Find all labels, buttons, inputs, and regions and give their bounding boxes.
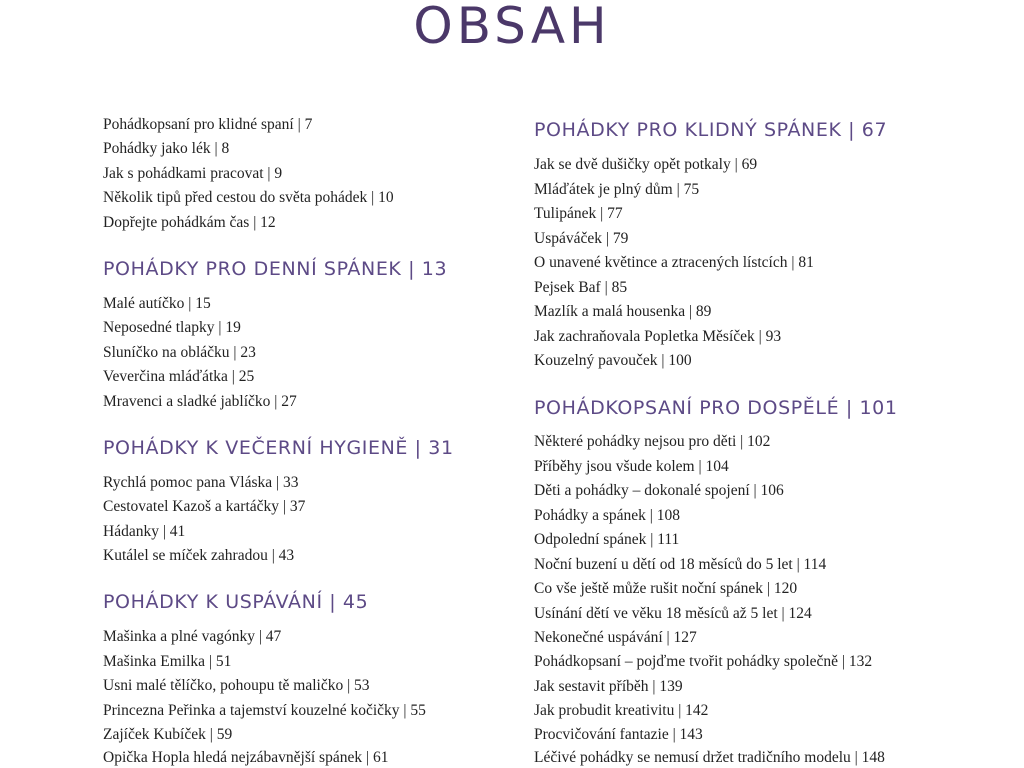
toc-entry[interactable]: Sluníčko na obláčku | 23 <box>103 344 256 361</box>
toc-entry[interactable]: Opička Hopla hledá nejzábavnější spánek | 61 <box>103 749 389 766</box>
toc-entry[interactable]: Nekonečné uspávání | 127 <box>534 629 697 646</box>
page-title: OBSAH <box>413 0 611 55</box>
toc-entry[interactable]: Pohádky a spánek | 108 <box>534 507 681 524</box>
toc-entry[interactable]: Dopřejte pohádkám čas | 12 <box>103 214 276 231</box>
toc-entry[interactable]: Mravenci a sladké jablíčko | 27 <box>103 393 297 410</box>
toc-entry[interactable]: Usínání dětí ve věku 18 měsíců až 5 let | 124 <box>534 605 812 622</box>
toc-entry[interactable]: Kouzelný pavouček | 100 <box>534 352 692 369</box>
toc-entry[interactable]: Tulipánek | 77 <box>534 205 623 222</box>
toc-entry[interactable]: Pohádkopsaní pro klidné spaní | 7 <box>103 116 313 133</box>
toc-entry[interactable]: Mašinka a plné vagónky | 47 <box>103 628 282 645</box>
toc-entry[interactable]: Veverčina mláďátka | 25 <box>103 368 255 385</box>
toc-entry[interactable]: Některé pohádky nejsou pro děti | 102 <box>534 433 771 450</box>
toc-entry[interactable]: Mláďátek je plný dům | 75 <box>534 181 700 198</box>
toc-entry[interactable]: Jak sestavit příběh | 139 <box>534 678 683 695</box>
toc-entry[interactable]: Odpolední spánek | 111 <box>534 531 680 548</box>
toc-entry[interactable]: Příběhy jsou všude kolem | 104 <box>534 458 729 475</box>
toc-entry[interactable]: Pohádky jako lék | 8 <box>103 140 230 157</box>
section-heading-denni-spanek[interactable]: POHÁDKY PRO DENNÍ SPÁNEK | 13 <box>103 258 448 280</box>
toc-entry[interactable]: Malé autíčko | 15 <box>103 295 211 312</box>
toc-entry[interactable]: Usni malé tělíčko, pohoupu tě maličko | 53 <box>103 677 370 694</box>
toc-entry[interactable]: Kutálel se míček zahradou | 43 <box>103 547 295 564</box>
section-heading-vecerni-hygiena[interactable]: POHÁDKY K VEČERNÍ HYGIENĚ | 31 <box>103 437 454 459</box>
section-heading-uspavani[interactable]: POHÁDKY K USPÁVÁNÍ | 45 <box>103 591 369 613</box>
toc-entry[interactable]: Jak se dvě dušičky opět potkaly | 69 <box>534 156 758 173</box>
toc-entry[interactable]: Zajíček Kubíček | 59 <box>103 726 233 743</box>
toc-entry[interactable]: Léčivé pohádky se nemusí držet tradičního modelu | 148 <box>534 749 885 766</box>
toc-entry[interactable]: Pejsek Baf | 85 <box>534 279 628 296</box>
toc-entry[interactable]: Princezna Peřinka a tajemství kouzelné kočičky | 55 <box>103 702 426 719</box>
section-heading-klidny-spanek[interactable]: POHÁDKY PRO KLIDNÝ SPÁNEK | 67 <box>534 119 888 141</box>
toc-entry[interactable]: O unavené květince a ztracených lístcích | 81 <box>534 254 814 271</box>
toc-entry[interactable]: Cestovatel Kazoš a kartáčky | 37 <box>103 498 306 515</box>
toc-entry[interactable]: Procvičování fantazie | 143 <box>534 726 703 743</box>
toc-entry[interactable]: Neposedné tlapky | 19 <box>103 319 241 336</box>
toc-entry[interactable]: Jak s pohádkami pracovat | 9 <box>103 165 283 182</box>
toc-entry[interactable]: Děti a pohádky – dokonalé spojení | 106 <box>534 482 784 499</box>
toc-entry[interactable]: Jak zachraňovala Popletka Měsíček | 93 <box>534 328 782 345</box>
toc-entry[interactable]: Několik tipů před cestou do světa pohádek | 10 <box>103 189 394 206</box>
toc-entry[interactable]: Rychlá pomoc pana Vláska | 33 <box>103 474 299 491</box>
toc-entry[interactable]: Uspáváček | 79 <box>534 230 629 247</box>
toc-entry[interactable]: Pohádkopsaní – pojďme tvořit pohádky společně | 132 <box>534 653 873 670</box>
toc-entry[interactable]: Jak probudit kreativitu | 142 <box>534 702 709 719</box>
section-heading-pro-dospele[interactable]: POHÁDKOPSANÍ PRO DOSPĚLÉ | 101 <box>534 397 898 419</box>
toc-entry[interactable]: Mazlík a malá housenka | 89 <box>534 303 712 320</box>
toc-entry[interactable]: Mašinka Emilka | 51 <box>103 653 232 670</box>
toc-entry[interactable]: Co vše ještě může rušit noční spánek | 120 <box>534 580 798 597</box>
toc-entry[interactable]: Noční buzení u dětí od 18 měsíců do 5 let | 114 <box>534 556 827 573</box>
toc-entry[interactable]: Hádanky | 41 <box>103 523 186 540</box>
